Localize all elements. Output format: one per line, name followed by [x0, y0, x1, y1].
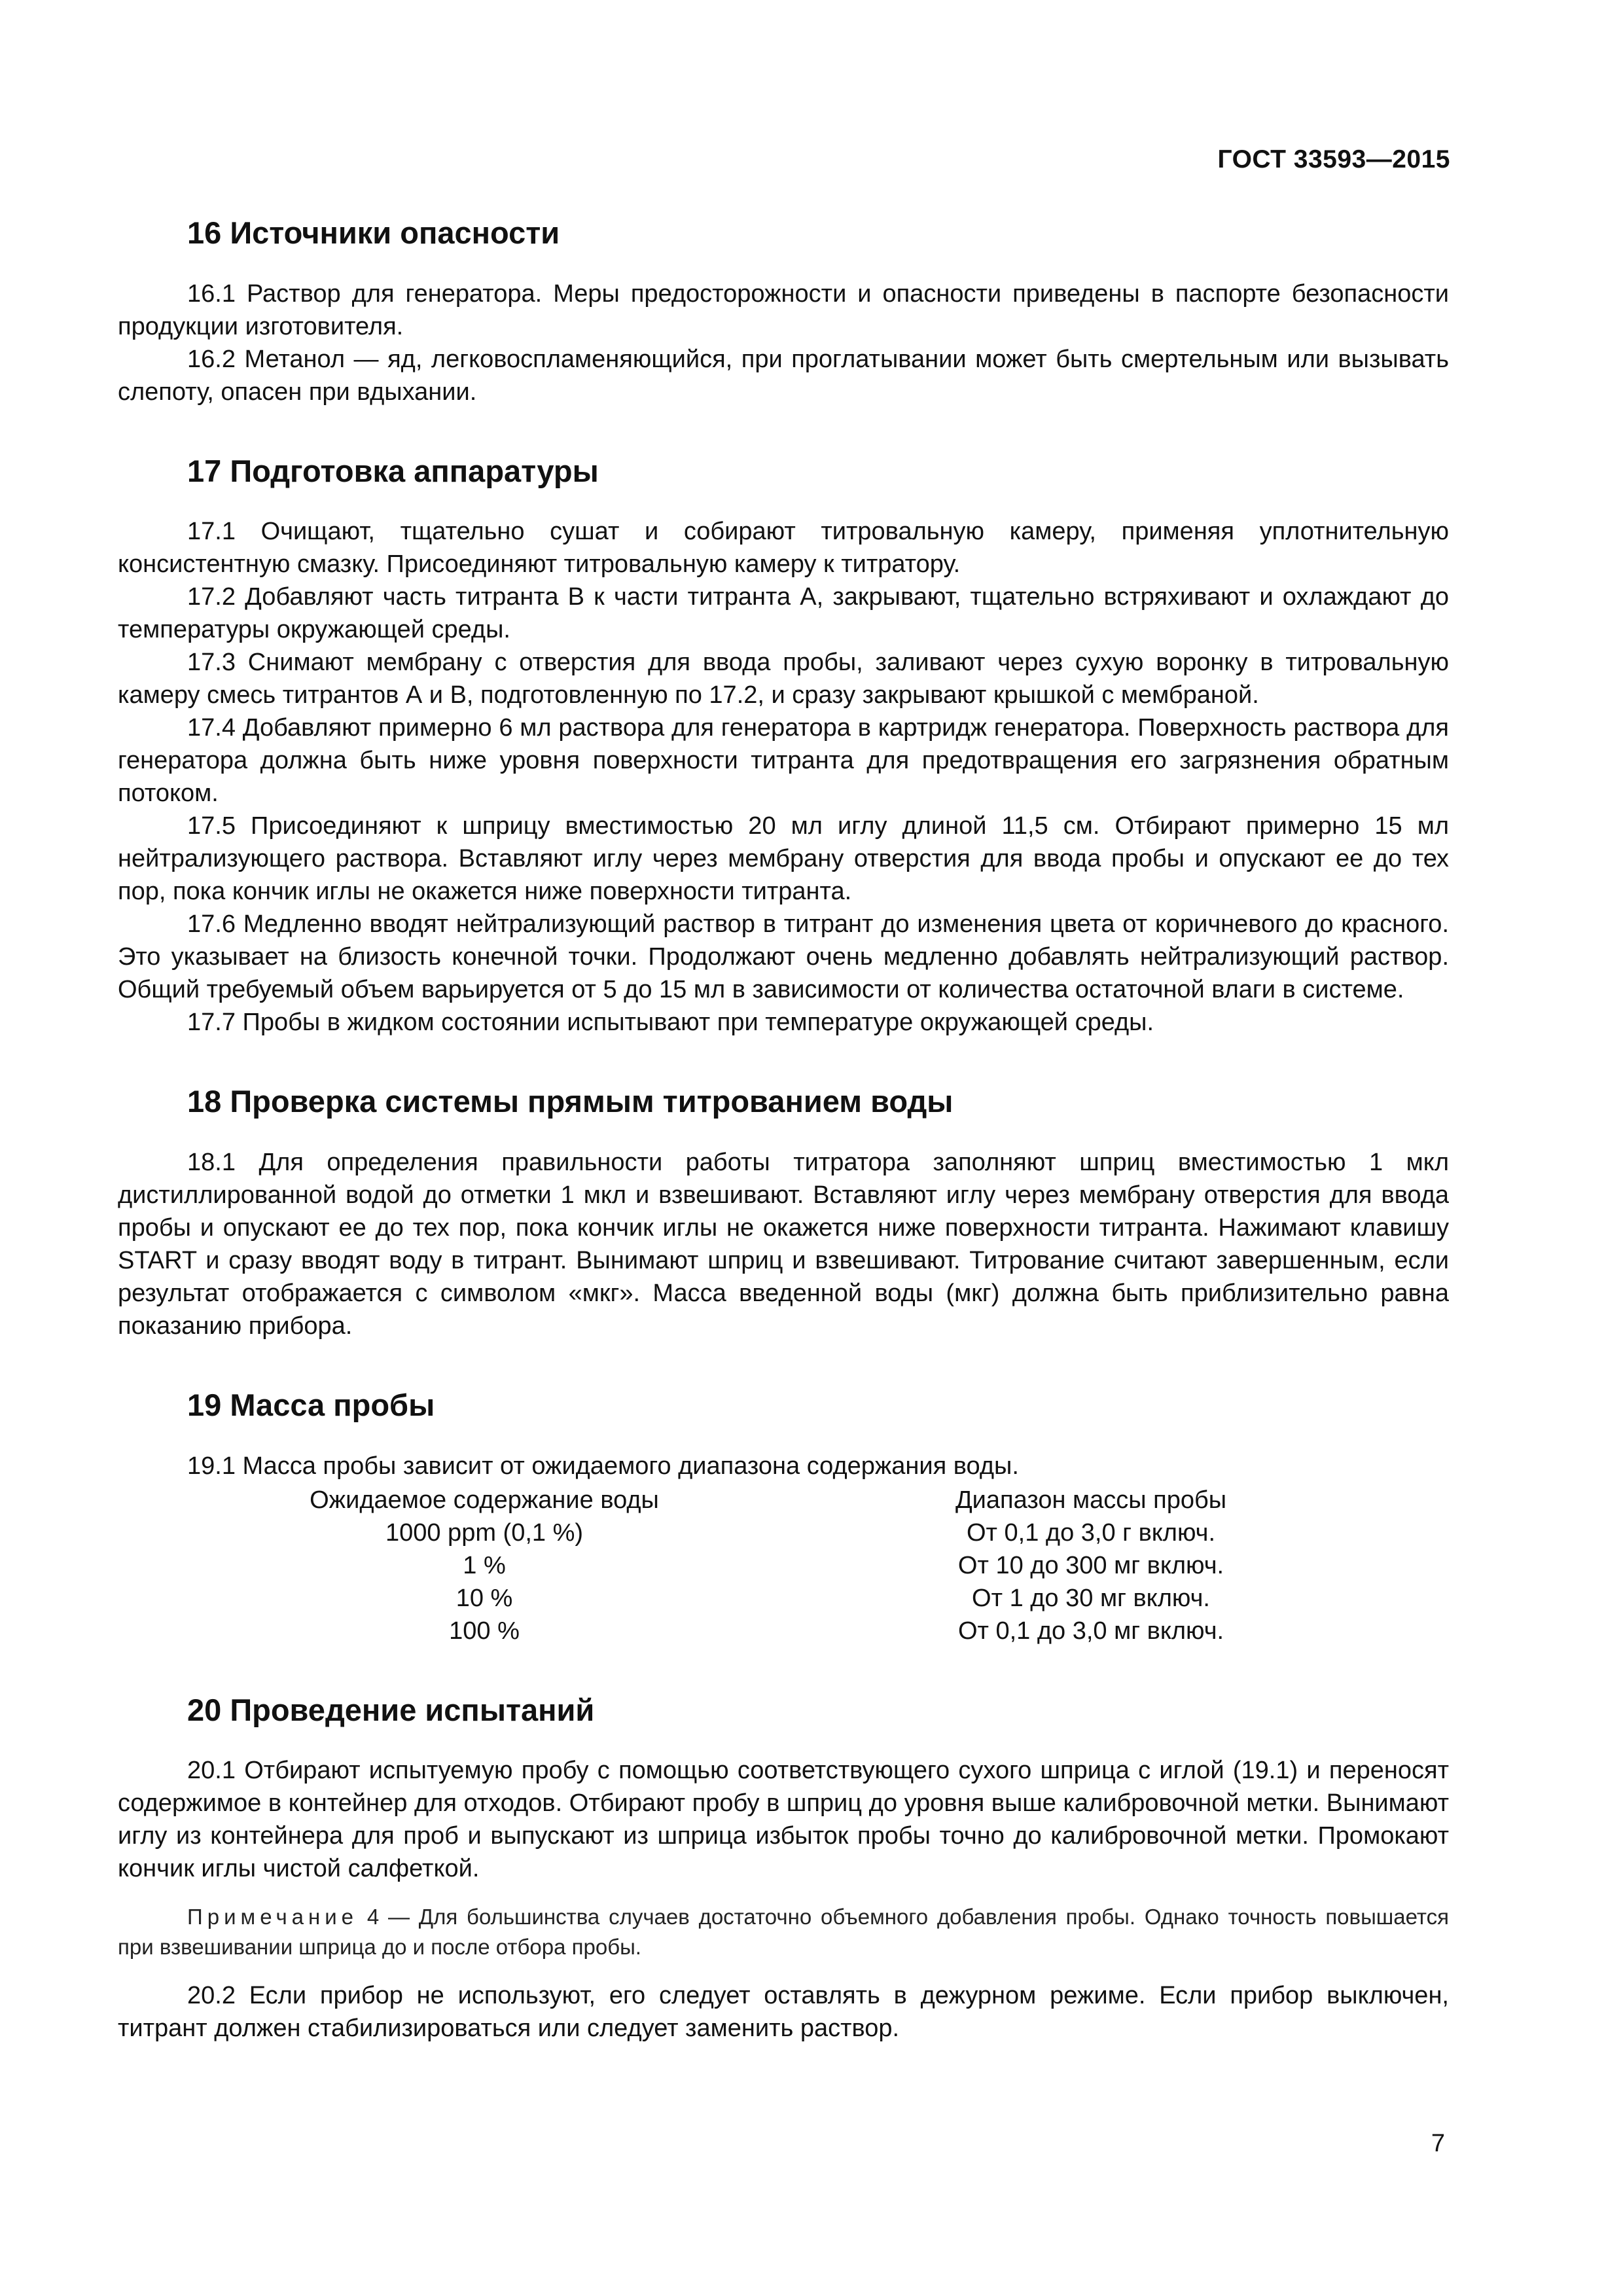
- note-text: 4 — Для большинства случаев достаточно объемного добавления пробы. Однако точность повышается при взвешивании шприца до и после отбора пробы.: [118, 1905, 1449, 1960]
- table-header-cell: Ожидаемое содержание воды: [310, 1486, 659, 1514]
- table-row: [118, 1615, 1449, 1647]
- section-heading: 17 Подготовка аппаратуры: [187, 453, 599, 488]
- table-header-cell: Диапазон массы пробы: [955, 1486, 1227, 1514]
- paragraph: 16.2 Метанол — яд, легковоспламеняющийся, при проглатывании может быть смертельным или вызывать слепоту, опасен при вдыхании.: [118, 345, 1449, 406]
- table-row: [118, 1582, 1449, 1615]
- section-16: [118, 216, 1449, 408]
- table-cell: От 10 до 300 мг включ.: [957, 1551, 1224, 1579]
- table-header-row: [118, 1484, 1449, 1516]
- table-cell: 1 %: [463, 1551, 506, 1579]
- paragraph: 20.1 Отбирают испытуемую пробу с помощью соответствующего сухого шприца с иглой (19.1) и переносят содержимое в контейнер для отходов. Отбирают пробу в шприц до уровня выше калибровочной метки. Вынимают иглу из контейнера для проб и выпускают из шприца избыток пробы точно до калибровочной метки. Промокают кончик иглы чистой салфеткой.: [118, 1757, 1449, 1883]
- table-cell: 1000 ppm (0,1 %): [385, 1518, 584, 1547]
- section-18: [118, 1085, 1449, 1342]
- paragraph: 18.1 Для определения правильности работы титратора заполняют шприц вместимостью 1 мкл дистиллированной водой до отметки 1 мкл и взвешивают. Вставляют иглу через мембрану отверстия для ввода пробы и опускают ее до тех пор, пока кончик иглы не окажется ниже поверхности титранта. Нажимают клавишу START и сразу вводят воду в титрант. Вынимают шприц и взвешивают. Титрование считают завершенным, если результат отображается с символом «мкг». Масса введенной воды (мкг) должна быть приблизительно равна показанию прибора.: [118, 1149, 1449, 1340]
- table-cell: От 1 до 30 мг включ.: [972, 1584, 1210, 1612]
- paragraph: 19.1 Масса пробы зависит от ожидаемого диапазона содержания воды.: [187, 1452, 1019, 1480]
- sample-mass-table: [118, 1484, 1449, 1647]
- section-19: [118, 1388, 1449, 1647]
- paragraph: 17.7 Пробы в жидком состоянии испытывают при температуре окружающей среды.: [187, 1009, 1154, 1037]
- paragraph: 17.3 Снимают мембрану с отверстия для ввода пробы, заливают через сухую воронку в титровальную камеру смесь титрантов А и В, подготовленную по 17.2, и сразу закрывают крышкой с мембраной.: [118, 649, 1449, 709]
- table-cell: От 0,1 до 3,0 г включ.: [967, 1518, 1215, 1547]
- section-heading: 20 Проведение испытаний: [187, 1692, 595, 1727]
- paragraph: 16.1 Раствор для генератора. Меры предосторожности и опасности приведены в паспорте безопасности продукции изготовителя.: [118, 279, 1449, 340]
- table-row: [118, 1516, 1449, 1549]
- paragraph: 17.5 Присоединяют к шприцу вместимостью 20 мл иглу длиной 11,5 см. Отбирают примерно 15 мл нейтрализующего раствора. Вставляют иглу через мембрану отверстия для ввода пробы и опускают ее до тех пор, пока кончик иглы не окажется ниже поверхности титранта.: [118, 812, 1449, 906]
- paragraph: 17.1 Очищают, тщательно сушат и собирают титровальную камеру, применяя уплотнительную консистентную смазку. Присоединяют титровальную камеру к титратору.: [118, 518, 1449, 579]
- table-row: [118, 1549, 1449, 1582]
- section-20: [118, 1693, 1449, 2045]
- table-cell: От 0,1 до 3,0 мг включ.: [957, 1617, 1224, 1645]
- section-heading: 19 Масса пробы: [187, 1388, 435, 1423]
- paragraph: 17.4 Добавляют примерно 6 мл раствора для генератора в картридж генератора. Поверхность раствора для генератора должна быть ниже уровня поверхности титранта для предотвращения его загрязнения обратным потоком.: [118, 714, 1449, 808]
- document-code: ГОСТ 33593—2015: [1217, 145, 1450, 173]
- page-content: [118, 216, 1449, 2045]
- table-cell: 10 %: [455, 1584, 513, 1612]
- paragraph: 17.2 Добавляют часть титранта В к части титранта А, закрывают, тщательно встряхивают и охлаждают до температуры окружающей среды.: [118, 583, 1449, 644]
- paragraph: 17.6 Медленно вводят нейтрализующий раствор в титрант до изменения цвета от коричневого до красного. Это указывает на близость конечной точки. Продолжают очень медленно добавлять нейтрализующий раствор. Общий требуемый объем варьируется от 5 до 15 мл в зависимости от количества остаточной влаги в системе.: [118, 910, 1449, 1004]
- note-label: Примечание: [187, 1905, 359, 1929]
- table-cell: 100 %: [449, 1617, 520, 1645]
- page-number: 7: [1431, 2130, 1445, 2157]
- paragraph: 20.2 Если прибор не используют, его следует оставлять в дежурном режиме. Если прибор выключен, титрант должен стабилизироваться или следует заменить раствор.: [118, 1982, 1449, 2043]
- section-heading: 18 Проверка системы прямым титрованием воды: [187, 1084, 954, 1119]
- note: [118, 1902, 1449, 1962]
- section-heading: 16 Источники опасности: [187, 215, 560, 250]
- section-17: [118, 454, 1449, 1039]
